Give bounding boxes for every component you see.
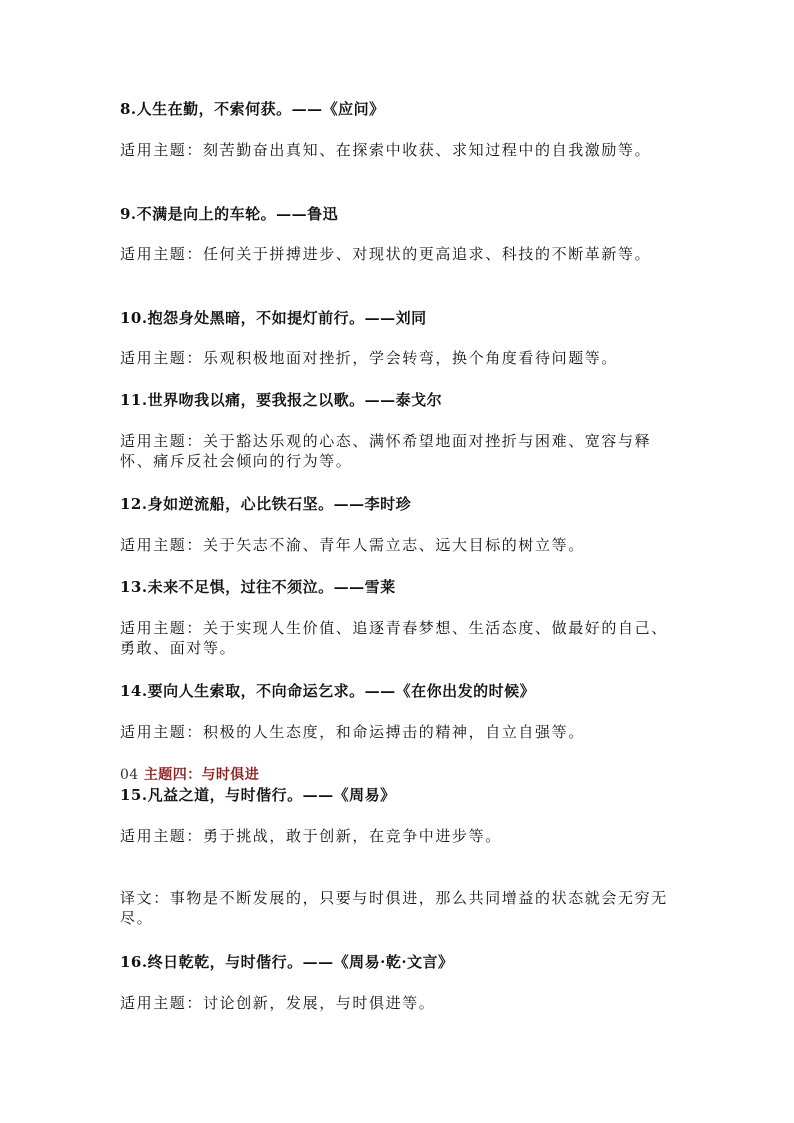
theme-text-12: 适用主题：关于矢志不渝、青年人需立志、远大目标的树立等。 <box>120 536 585 554</box>
section-heading <box>120 764 259 784</box>
translation-text-15: 译文：事物是不断发展的，只要与时俱进，那么共同增益的状态就会无穷无尽。 <box>120 889 668 927</box>
quote-heading-12: 12.身如逆流船，心比铁石坚。——李时珍 <box>120 495 412 513</box>
quote-heading-9: 9.不满是向上的车轮。——鲁迅 <box>120 205 339 223</box>
theme-text-11: 适用主题：关于豁达乐观的心态、满怀希望地面对挫折与困难、宽容与释怀、痛斥反社会倾向的行为等。 <box>120 432 652 470</box>
section-number: 04 <box>120 767 139 783</box>
theme-text-10: 适用主题：乐观积极地面对挫折，学会转弯，换个角度看待问题等。 <box>120 349 619 367</box>
theme-text-14: 适用主题：积极的人生态度，和命运搏击的精神，自立自强等。 <box>120 723 585 741</box>
theme-text-13: 适用主题：关于实现人生价值、追逐青春梦想、生活态度、做最好的自己、勇敢、面对等。 <box>120 619 668 657</box>
quote-heading-14: 14.要向人生索取，不向命运乞求。——《在你出发的时候》 <box>120 682 536 700</box>
theme-text-8: 适用主题：刻苦勤奋出真知、在探索中收获、求知过程中的自我激励等。 <box>120 141 652 159</box>
theme-text-9: 适用主题：任何关于拼搏进步、对现状的更高追求、科技的不断革新等。 <box>120 245 652 263</box>
quote-heading-16: 16.终日乾乾，与时偕行。——《周易·乾·文言》 <box>120 953 454 971</box>
quote-heading-13: 13.未来不足惧，过往不须泣。——雪莱 <box>120 578 396 596</box>
quote-heading-10: 10.抱怨身处黑暗，不如提灯前行。——刘同 <box>120 309 427 327</box>
theme-text-16: 适用主题：讨论创新，发展，与时俱进等。 <box>120 994 436 1012</box>
quote-heading-11: 11.世界吻我以痛，要我报之以歌。——泰戈尔 <box>120 391 443 409</box>
theme-text-15: 适用主题：勇于挑战，敢于创新，在竞争中进步等。 <box>120 827 502 845</box>
quote-heading-8: 8.人生在勤，不索何获。——《应问》 <box>120 100 385 118</box>
section-title: 主题四：与时俱进 <box>143 767 260 783</box>
quote-heading-15: 15.凡益之道，与时偕行。——《周易》 <box>120 786 396 804</box>
